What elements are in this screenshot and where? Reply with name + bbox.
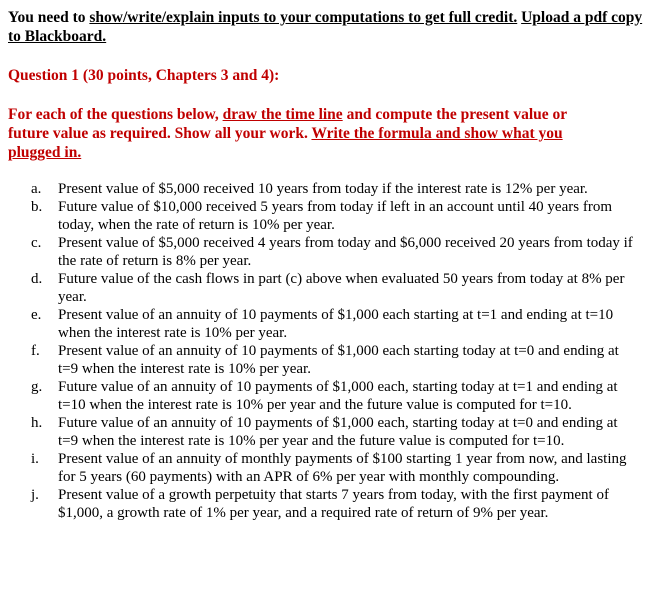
instructions-paragraph bbox=[8, 105, 608, 162]
list-item-text: Present value of an annuity of 10 payments of $1,000 each starting today at t=0 and ending at t=9 when the interest rate is 10% per year. bbox=[58, 343, 619, 377]
list-item-f bbox=[8, 342, 636, 378]
instructions-formula-underlined: Write the formula and show what you plugged in. bbox=[8, 125, 563, 161]
question-title: Question 1 (30 points, Chapters 3 and 4): bbox=[8, 67, 280, 84]
list-marker: i. bbox=[31, 451, 39, 467]
list-marker: b. bbox=[31, 199, 43, 215]
list-item-e bbox=[8, 306, 636, 342]
list-item-text: Present value of an annuity of monthly payments of $100 starting 1 year from now, and lasting for 5 years (60 payments) with an APR of 6% per year with monthly compounding. bbox=[58, 451, 627, 485]
intro-text-1: You need to bbox=[8, 9, 90, 26]
list-item-b bbox=[8, 198, 636, 234]
list-item-c bbox=[8, 234, 636, 270]
question-list bbox=[8, 180, 644, 522]
list-marker: g. bbox=[31, 379, 43, 395]
list-item-text: Present value of $5,000 received 4 years from today and $6,000 received 20 years from today if the rate of return is 8% per year. bbox=[58, 235, 633, 269]
intro-upload-underlined: Upload a pdf copy to Blackboard. bbox=[8, 9, 643, 45]
instructions-text-2: and compute the present value or future value as required. Show all your work. bbox=[8, 106, 567, 142]
list-item-g bbox=[8, 378, 636, 414]
list-item-text: Present value of an annuity of 10 payments of $1,000 each starting at t=1 and ending at t=10 when the interest rate is 10% per year. bbox=[58, 307, 614, 341]
list-marker: d. bbox=[31, 271, 43, 287]
list-item-text: Present value of a growth perpetuity that starts 7 years from today, with the first payment of $1,000, a growth rate of 1% per year, and a required rate of return of 9% per year. bbox=[58, 487, 609, 521]
list-item-text: Future value of $10,000 received 5 years from today if left in an account until 40 years from today, when the rate of return is 10% per year. bbox=[58, 199, 612, 233]
intro-requirement-underlined: show/write/explain inputs to your computations to get full credit. bbox=[89, 9, 518, 26]
list-marker: c. bbox=[31, 235, 42, 251]
list-item-a bbox=[8, 180, 636, 198]
list-item-j bbox=[8, 486, 636, 522]
document-page bbox=[8, 8, 644, 522]
list-marker: e. bbox=[31, 307, 42, 323]
list-marker: j. bbox=[31, 487, 39, 503]
list-marker: f. bbox=[31, 343, 40, 359]
intro-paragraph bbox=[8, 8, 644, 46]
list-item-i bbox=[8, 450, 636, 486]
list-marker: a. bbox=[31, 181, 42, 197]
list-item-text: Future value of an annuity of 10 payments of $1,000 each, starting today at t=1 and ending at t=10 when the interest rate is 10% per year and the future value is computed for t=10. bbox=[58, 379, 618, 413]
list-item-text: Present value of $5,000 received 10 years from today if the interest rate is 12% per year. bbox=[58, 181, 588, 197]
instructions-time-line-underlined: draw the time line bbox=[222, 106, 343, 123]
list-item-d bbox=[8, 270, 636, 306]
list-marker: h. bbox=[31, 415, 43, 431]
list-item-text: Future value of the cash flows in part (c) above when evaluated 50 years from today at 8% per year. bbox=[58, 271, 625, 305]
list-item-h bbox=[8, 414, 636, 450]
instructions-text-1: For each of the questions below, bbox=[8, 106, 223, 123]
list-item-text: Future value of an annuity of 10 payments of $1,000 each, starting today at t=0 and ending at t=9 when the interest rate is 10% per year and the future value is computed for t=10. bbox=[58, 415, 618, 449]
